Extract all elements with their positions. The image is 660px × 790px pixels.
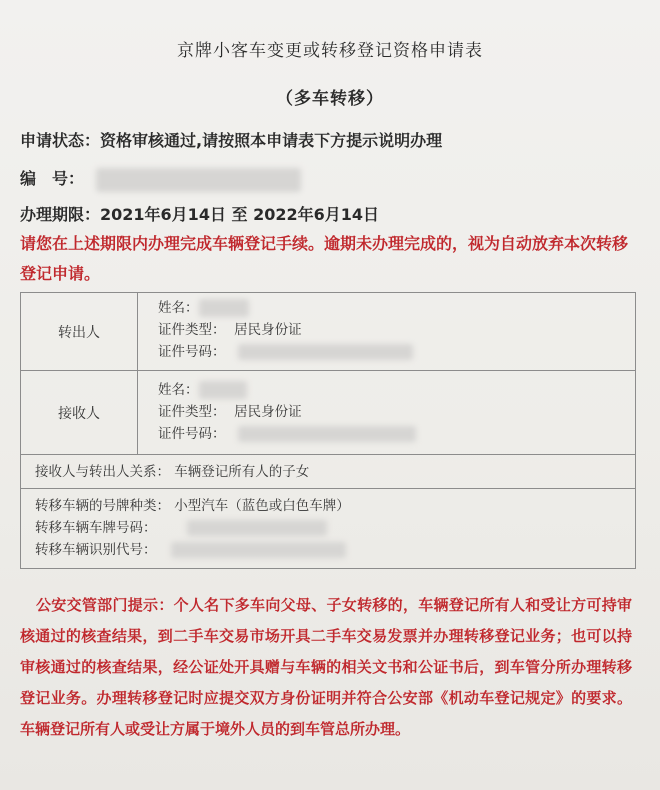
redacted-number	[96, 168, 301, 192]
transferor-id-type-value: 居民身份证	[234, 322, 302, 338]
plate-type-label: 转移车辆的号牌种类：	[35, 498, 170, 514]
transferor-name-label: 姓名：	[158, 300, 199, 316]
redacted-transferor-id	[238, 344, 413, 360]
period-label: 办理期限：	[20, 205, 101, 224]
status-value: 资格审核通过,请按照本申请表下方提示说明办理	[100, 131, 443, 150]
transferor-row	[21, 293, 636, 371]
transferee-name-label: 姓名：	[158, 382, 199, 398]
transferee-details	[138, 371, 636, 455]
plate-no-label: 转移车辆车牌号码：	[35, 520, 157, 536]
transferee-row	[21, 371, 636, 455]
traffic-police-notice: 公安交管部门提示：个人名下多车向父母、子女转移的，车辆登记所有人和受让方可持审核通过的核查结果，到二手车交易市场开具二手车交易发票并办理转移登记业务；也可以持审核通过的核查结果，经公证处开具赠与车辆的相关文书和公证书后，到车管分所办理转移登记业务。办理转移登记时应提交双方身份证明并符合公安部《机动车登记规定》的要求。车辆登记所有人或受让方属于境外人员的到车管总所办理。	[20, 596, 632, 738]
form-subtitle: （多车转移）	[276, 89, 384, 109]
transferee-label: 接收人	[21, 371, 138, 455]
plate-type-value: 小型汽车（蓝色或白色车牌）	[174, 498, 350, 514]
redacted-vin	[171, 542, 346, 558]
relation-row	[21, 455, 636, 489]
vin-label: 转移车辆识别代号：	[35, 542, 157, 558]
relation-label: 接收人与转出人关系：	[35, 463, 170, 480]
status-line	[20, 128, 442, 151]
transferee-id-type-value: 居民身份证	[234, 404, 302, 420]
number-line	[20, 166, 301, 192]
transferor-id-type-label: 证件类型：	[158, 322, 226, 338]
redacted-plate-no	[187, 520, 327, 536]
number-label: 编 号：	[20, 169, 85, 188]
relation-value: 车辆登记所有人的子女	[174, 463, 310, 480]
vehicle-row	[21, 489, 636, 569]
redacted-transferor-name	[199, 299, 249, 317]
applicant-table	[20, 292, 636, 569]
form-title: 京牌小客车变更或转移登记资格申请表	[177, 41, 483, 61]
status-label: 申请状态：	[20, 131, 101, 150]
deadline-warning: 请您在上述期限内办理完成车辆登记手续。逾期未办理完成的，视为自动放弃本次转移登记申请。	[20, 234, 629, 283]
redacted-transferee-name	[199, 381, 247, 399]
transferee-id-type-label: 证件类型：	[158, 404, 226, 420]
transferor-id-no-label: 证件号码：	[158, 344, 226, 360]
transferor-label: 转出人	[21, 293, 138, 371]
transferee-id-no-label: 证件号码：	[158, 426, 226, 442]
redacted-transferee-id	[238, 426, 416, 442]
transferor-details	[138, 293, 636, 371]
period-line	[20, 202, 379, 225]
period-value: 2021年6月14日 至 2022年6月14日	[100, 205, 380, 224]
